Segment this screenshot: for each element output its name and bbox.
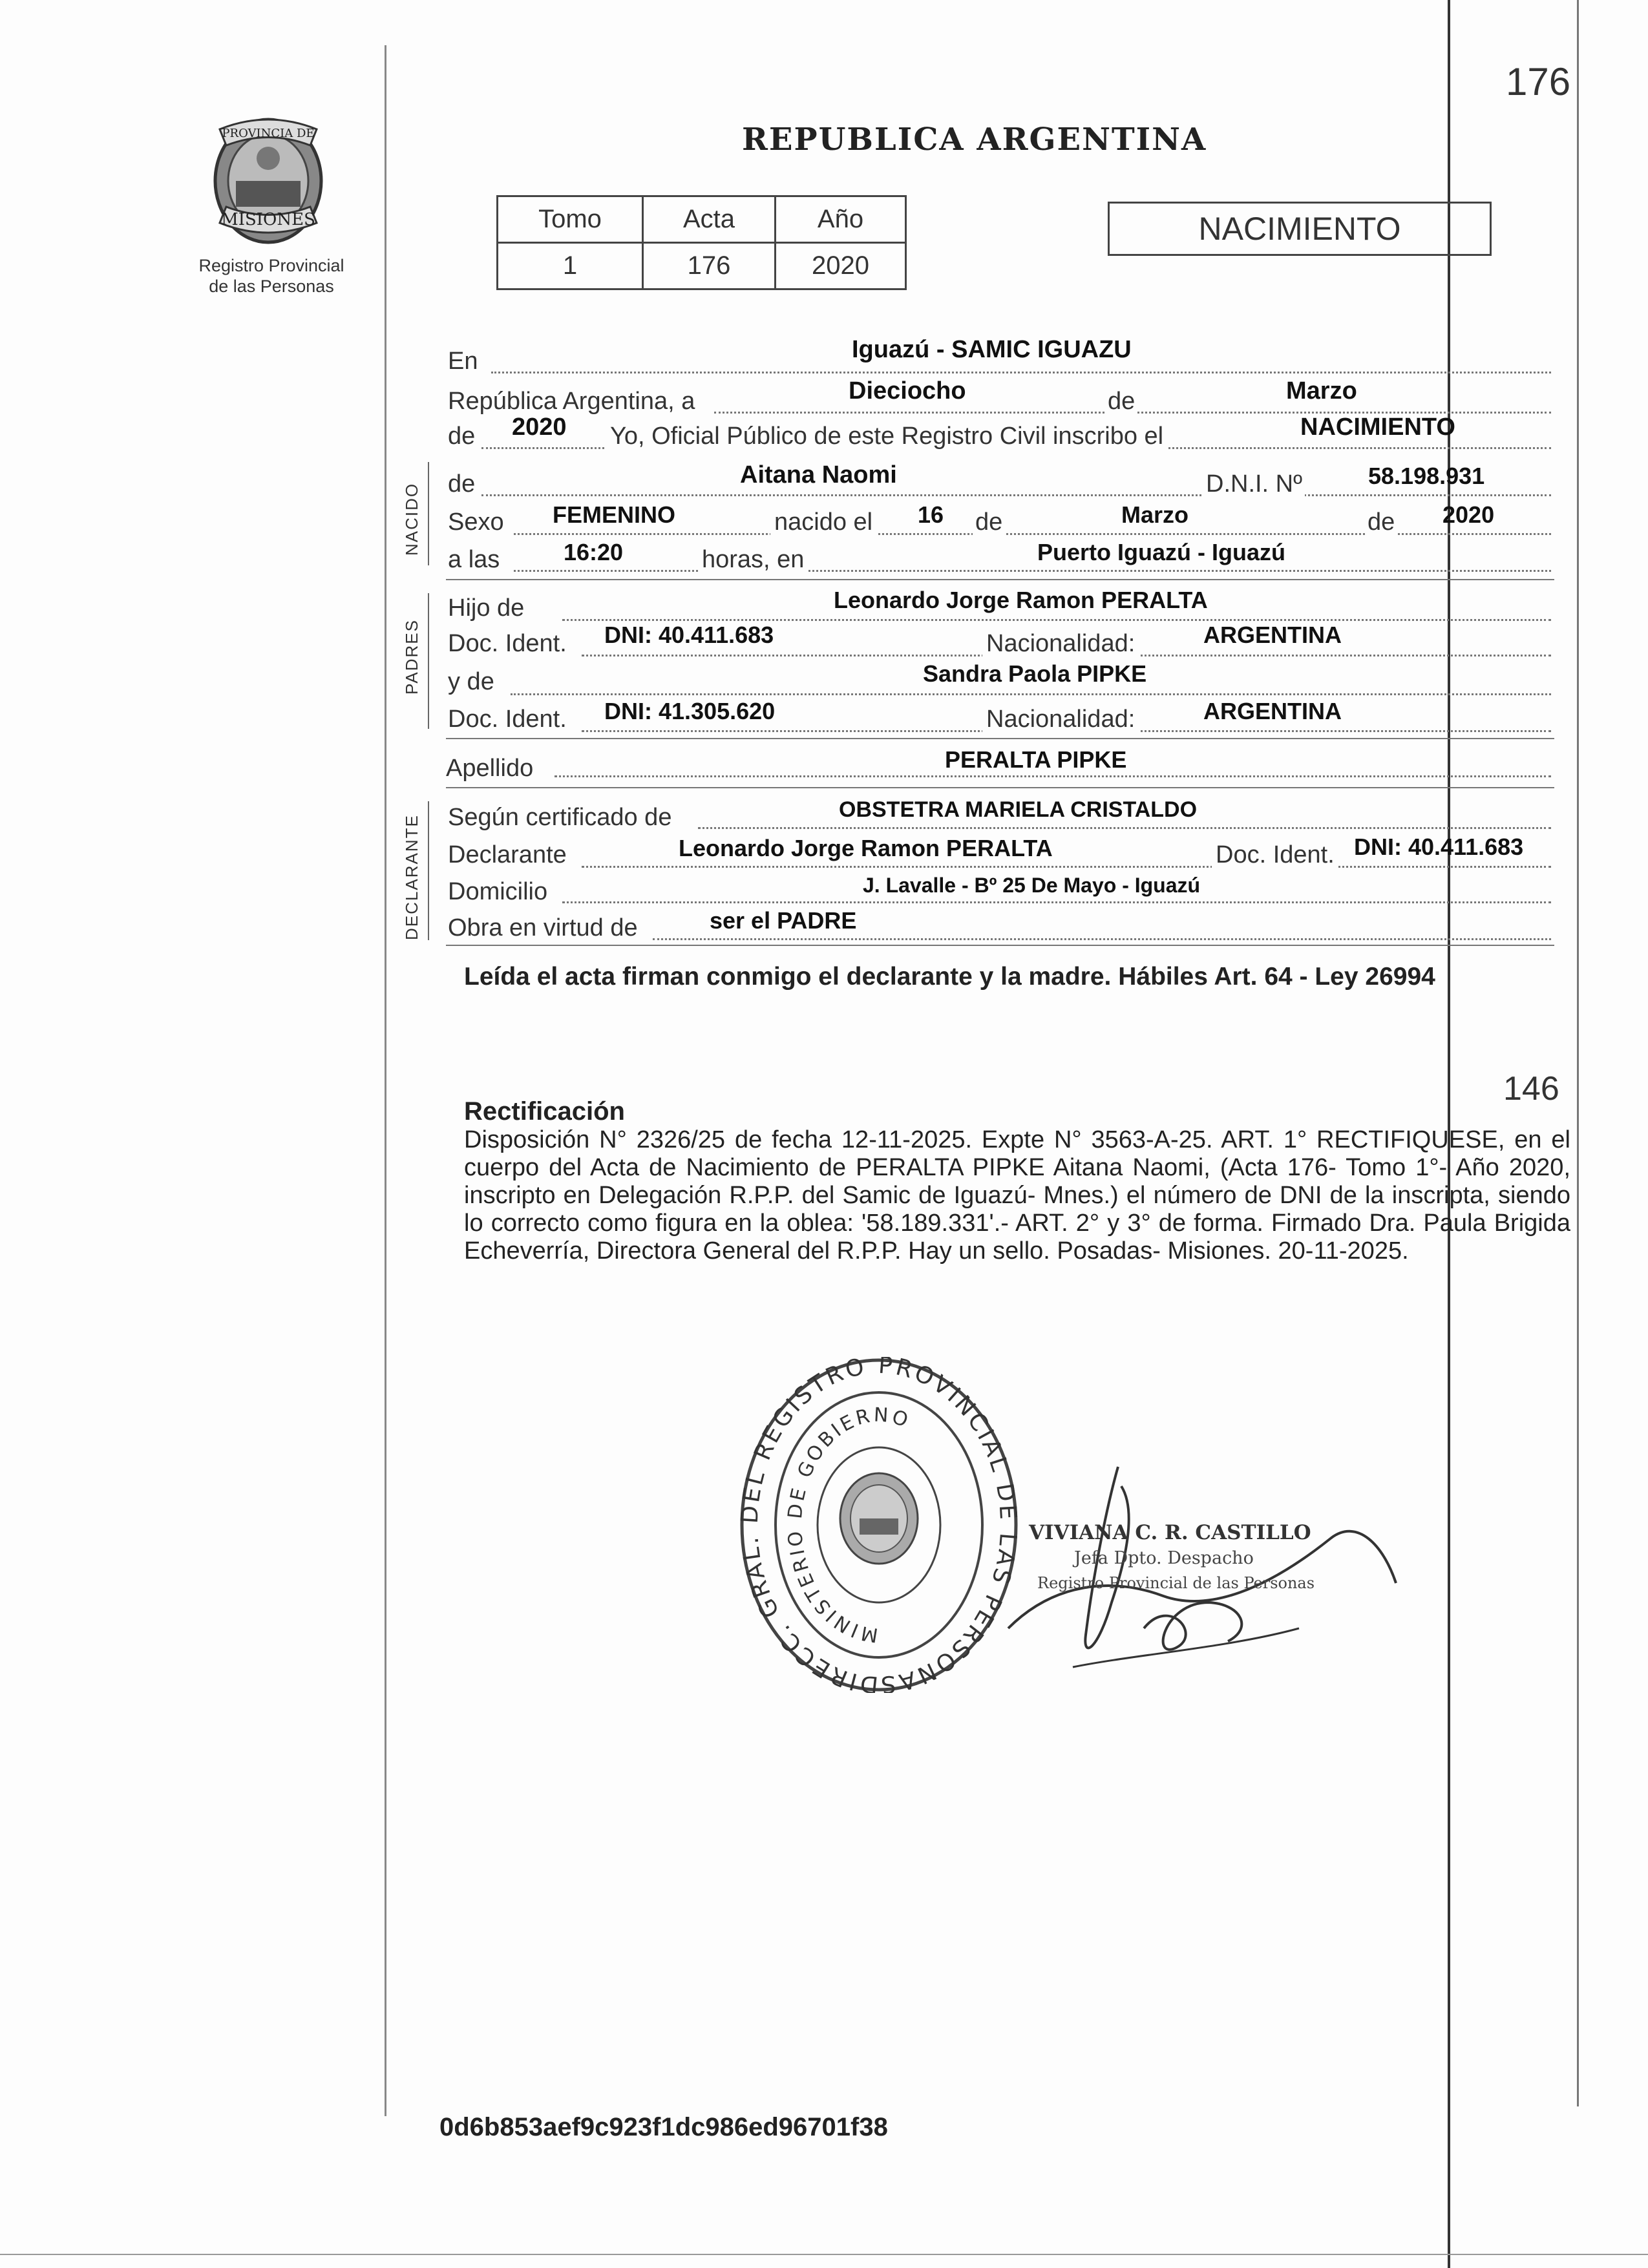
apellido-value: PERALTA PIPKE [945, 746, 1127, 773]
official-seal [737, 1357, 1021, 1693]
dotted-line [562, 901, 1551, 903]
seal-outer-text: DIRECC. GRAL. DEL REGISTRO PROVINCIAL DE LAS PERSONAS [737, 1357, 1021, 1693]
declarante-name-label: Declarante [448, 841, 567, 868]
child-name-value: Aitana Naomi [740, 461, 897, 488]
doc-ident-label: Doc. Ident. [448, 630, 567, 657]
hijo-de-label: Hijo de [448, 594, 525, 622]
dotted-line [698, 827, 1551, 829]
rectificacion-title: Rectificación [464, 1097, 625, 1126]
header-title: REPUBLICA ARGENTINA [742, 121, 1207, 158]
stamp-role: Jefa Dpto. Despacho [1074, 1548, 1254, 1568]
nacido-de-label: de [448, 470, 476, 498]
acta-value: 176 [643, 243, 776, 289]
nacido-bracket [428, 462, 429, 565]
birth-month-value: Marzo [1121, 501, 1189, 528]
mother-value: Sandra Paola PIPKE [923, 660, 1147, 687]
page-number-top: 176 [1506, 60, 1571, 103]
section-divider [446, 945, 1554, 946]
birth-place-value: Puerto Iguazú - Iguazú [1037, 539, 1285, 565]
birth-year-value: 2020 [1442, 501, 1495, 528]
de-label: de [1105, 388, 1137, 415]
declarante-doc-value: DNI: 40.411.683 [1354, 834, 1524, 860]
de-label-3: de [1365, 509, 1397, 536]
dotted-line [555, 775, 1551, 777]
republica-label: República Argentina, a [448, 388, 695, 415]
declarante-bracket [428, 801, 429, 940]
month-value: Marzo [1286, 377, 1357, 404]
a-las-label: a las [448, 546, 500, 573]
declarante-label: DECLARANTE [402, 814, 421, 940]
closing-text: Leída el acta firman conmigo el declarante y la madre. Hábiles Art. 64 - Ley 26994 [464, 963, 1435, 991]
tomo-header: Tomo [498, 196, 643, 243]
registry-table [496, 195, 907, 290]
declarante-doc-label: Doc. Ident. [1212, 841, 1338, 869]
mother-nat-value: ARGENTINA [1203, 698, 1342, 724]
stamp-org: Registro Provincial de las Personas [1037, 1574, 1315, 1592]
dotted-line [562, 619, 1551, 621]
svg-text:MISIONES: MISIONES [221, 210, 315, 229]
dotted-line [514, 570, 1551, 572]
apellido-label: Apellido [446, 755, 534, 782]
left-margin-line [385, 45, 386, 2116]
domicilio-label: Domicilio [448, 878, 548, 905]
svg-text:PROVINCIA DE: PROVINCIA DE [222, 127, 315, 140]
mother-doc-value: DNI: 41.305.620 [604, 698, 776, 724]
org-name: Registro Provincial de las Personas [198, 256, 344, 296]
page-number-mid: 146 [1503, 1070, 1559, 1108]
obra-label: Obra en virtud de [448, 914, 638, 941]
right-margin-line [1577, 0, 1579, 2106]
dotted-line [653, 938, 1551, 940]
nacido-el-label: nacido el [770, 509, 876, 536]
birth-day-value: 16 [918, 501, 944, 528]
padres-label: PADRES [402, 619, 421, 695]
sexo-label: Sexo [448, 509, 504, 536]
anio-header: Año [776, 196, 906, 243]
oficial-text: Yo, Oficial Público de este Registro Civil inscribo el [606, 423, 1167, 450]
y-de-label: y de [448, 668, 494, 695]
horas-label: horas, en [698, 546, 808, 574]
dotted-line [511, 693, 1551, 695]
dni-value: 58.198.931 [1368, 463, 1485, 489]
father-value: Leonardo Jorge Ramon PERALTA [834, 587, 1208, 613]
certificado-label: Según certificado de [448, 804, 672, 831]
padres-bracket [428, 593, 429, 729]
year-value: 2020 [512, 414, 567, 441]
time-value: 16:20 [564, 539, 624, 565]
nacionalidad-label: Nacionalidad: [982, 630, 1139, 658]
record-word-value: NACIMIENTO [1300, 414, 1455, 441]
rectificacion-body: Disposición N° 2326/25 de fecha 12-11-2025. Expte N° 3563-A-25. ART. 1° RECTIFIQUESE, en el cuerpo del Acta de Nacimiento de PERALTA PIPKE Aitana Naomi, (Acta 176- Tomo 1°- Año 2020, inscripto en Delegación R.P.P. del Samic de Iguazú- Mnes.) el número de DNI de la inscripta, siendo lo correcto como figura en la oblea: '58.189.331'.- ART. 2° y 3° de forma. Firmado Dra. Paula Brigida Echeverría, Directora General del R.P.P. Hay un sello. Posadas- Misiones. 20-11-2025. [464, 1126, 1570, 1265]
section-divider [446, 738, 1554, 739]
place-value: Iguazú - SAMIC IGUAZU [852, 336, 1132, 363]
dni-label: D.N.I. Nº [1203, 470, 1305, 498]
anio-value: 2020 [776, 243, 906, 289]
dotted-line [491, 372, 1551, 373]
obra-value: ser el PADRE [710, 907, 857, 934]
day-words-value: Dieciocho [849, 377, 966, 404]
record-type-box: NACIMIENTO [1108, 202, 1492, 256]
dotted-line [582, 866, 1551, 868]
father-doc-value: DNI: 40.411.683 [604, 622, 774, 648]
sexo-value: FEMENINO [553, 501, 676, 528]
nacionalidad-label: Nacionalidad: [982, 706, 1139, 733]
certificado-value: OBSTETRA MARIELA CRISTALDO [839, 797, 1198, 822]
section-divider [446, 787, 1554, 788]
section-divider [446, 579, 1554, 580]
doc-ident-label: Doc. Ident. [448, 706, 567, 733]
stamp-name: VIVIANA C. R. CASTILLO [1029, 1521, 1311, 1544]
dotted-line [481, 494, 1551, 496]
declarante-value: Leonardo Jorge Ramon PERALTA [679, 835, 1053, 861]
province-logo [194, 103, 343, 252]
seal-inner-text: MINISTERIO DE GOBIERNO [783, 1403, 914, 1646]
en-label: En [448, 348, 478, 375]
bottom-edge-line [0, 2254, 1648, 2255]
de-label-2: de [973, 509, 1005, 536]
father-nat-value: ARGENTINA [1203, 622, 1342, 648]
domicilio-value: J. Lavalle - Bº 25 De Mayo - Iguazú [863, 874, 1201, 897]
acta-header: Acta [643, 196, 776, 243]
de-label: de [448, 423, 476, 450]
tomo-value: 1 [498, 243, 643, 289]
hash-code: 0d6b853aef9c923f1dc986ed96701f38 [439, 2113, 888, 2141]
nacido-label: NACIDO [402, 482, 421, 556]
